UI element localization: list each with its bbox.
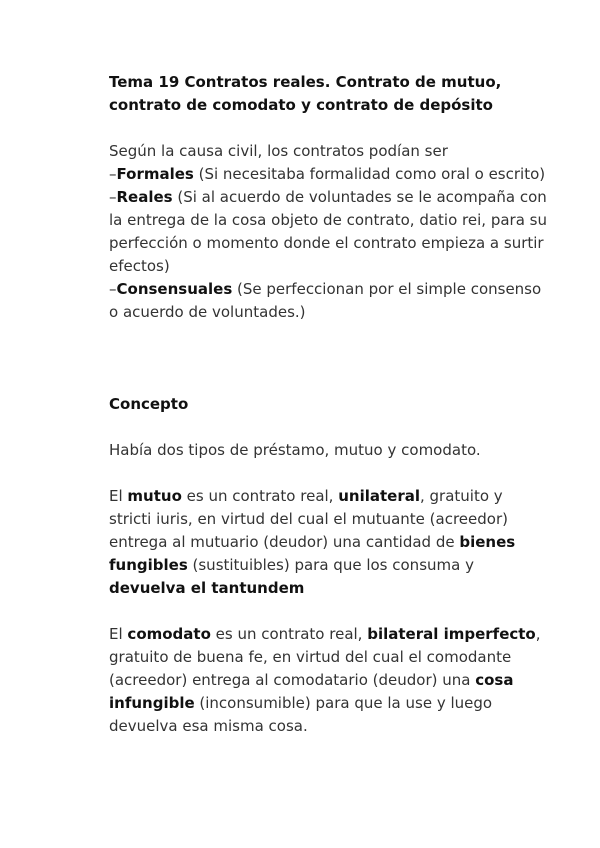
item-text: (Si necesitaba formalidad como oral o escrito)	[193, 165, 546, 183]
item-text: (Si al acuerdo de voluntades se le acompaña con la entrega de la cosa objeto de contrato, datio rei, para su perfección o momento donde el contrato empieza a surtir efectos)	[109, 188, 547, 275]
text-run: , gratuito y stricti iuris, en virtud del cual el mutuante (acreedor) entrega al mutuario (deudor) una cantidad de	[109, 487, 508, 551]
text-run: El	[109, 625, 128, 643]
document-page	[109, 71, 549, 738]
text-run: es un contrato real,	[181, 487, 339, 505]
text-run: El	[109, 487, 128, 505]
intro-paragraph	[109, 140, 549, 324]
bold-term: devuelva el tantundem	[109, 579, 305, 597]
text-run: es un contrato real,	[210, 625, 368, 643]
term-formales: Formales	[116, 165, 194, 183]
bold-term: cosa infungible	[109, 671, 514, 712]
term-consensuales: Consensuales	[116, 280, 233, 298]
section-heading-concepto: Concepto	[109, 395, 189, 413]
text-run: (inconsumible) para que la use y luego devuelva esa misma cosa.	[109, 694, 493, 735]
bold-term: mutuo	[127, 487, 182, 505]
intro-item-consensuales	[109, 280, 541, 321]
item-dash: –	[109, 165, 117, 183]
text-run: (sustituibles) para que los consuma y	[187, 556, 474, 574]
item-text: (Se perfeccionan por el simple consenso o acuerdo de voluntades.)	[109, 280, 542, 321]
bold-term: bilateral imperfecto	[367, 625, 536, 643]
intro-lead: Según la causa civil, los contratos podían ser	[109, 142, 448, 160]
bold-term: unilateral	[338, 487, 420, 505]
document-title: Tema 19 Contratos reales. Contrato de mutuo, contrato de comodato y contrato de depósito	[109, 73, 502, 114]
item-dash: –	[109, 188, 117, 206]
text-run: , gratuito de buena fe, en virtud del cual el comodante (acreedor) entrega al comodatario (deudor) una	[109, 625, 541, 689]
item-dash: –	[109, 280, 117, 298]
tipos-paragraph: Había dos tipos de préstamo, mutuo y comodato.	[109, 441, 481, 459]
bold-term: comodato	[127, 625, 211, 643]
intro-item-formales	[109, 165, 545, 183]
intro-item-reales	[109, 188, 547, 275]
mutuo-paragraph	[109, 485, 549, 600]
bold-term: bienes fungibles	[109, 533, 516, 574]
term-reales: Reales	[116, 188, 173, 206]
comodato-paragraph	[109, 623, 549, 738]
